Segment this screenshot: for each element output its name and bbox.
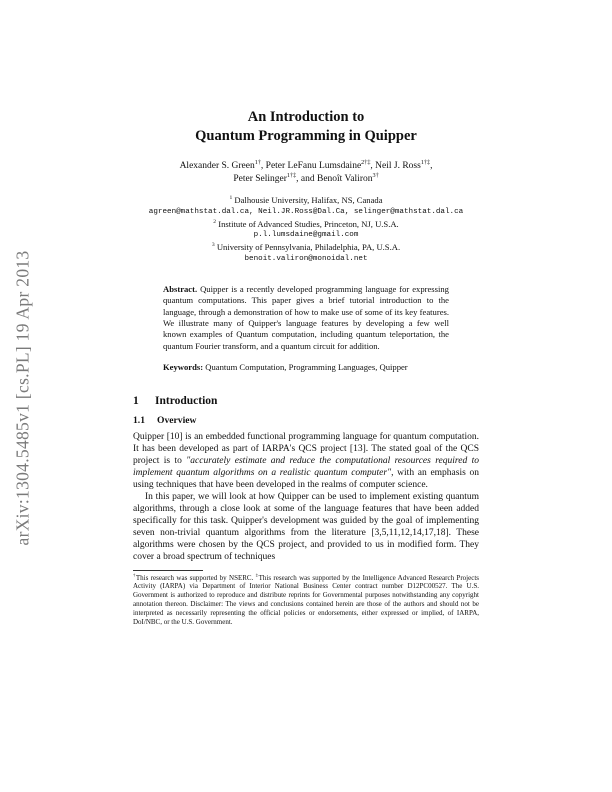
keywords-label: Keywords:: [163, 362, 204, 373]
author-mark: 2†‡: [361, 159, 371, 166]
footnote-mark: †: [133, 572, 136, 578]
keywords-text: Quantum Computation, Programming Languages, Quipper: [205, 362, 408, 373]
affiliation-number: 1: [229, 195, 233, 202]
affiliation-name: University of Pennsylvania, Philadelphia, PA, U.S.A.: [216, 242, 401, 253]
body-text: [133, 431, 479, 563]
affiliation-email: p.l.lumsdaine@gmail.com: [253, 231, 359, 240]
affiliation-1: [133, 195, 479, 207]
section-number: 1: [133, 394, 139, 407]
paragraph-text: , with an emphasis on using techniques that have been developed in the realms of computer science.: [133, 467, 479, 490]
affiliation-name: Dalhousie University, Halifax, NS, Canada: [234, 195, 383, 205]
footnote-divider: [133, 570, 203, 571]
author-name: Alexander S. Green: [179, 161, 255, 171]
author-mark: 1†‡: [420, 159, 431, 166]
affiliation-2: [133, 219, 479, 231]
affiliation-email: agreen@mathstat.dal.ca, Neil.JR.Ross@Dal.Ca, selinger@mathstat.dal.ca: [148, 207, 464, 216]
arxiv-identifier: [8, 215, 38, 580]
author-separator: ,: [430, 161, 433, 171]
affiliation-name: Institute of Advanced Studies, Princeton, NJ, U.S.A.: [218, 218, 399, 229]
paragraph-1: [133, 431, 479, 491]
author-line-2: [133, 173, 479, 186]
footnote-text: This research was supported by NSERC.: [135, 573, 256, 582]
title-line-1: An Introduction to: [247, 109, 365, 125]
author-name: , and Benoît Valiron: [296, 174, 373, 184]
paragraph-2: In this paper, we will look at how Quipper can be used to implement existing quantum algorithms, through a close look at some of the language features that have been added specifically for this task. Quipper's development was guided by the goal of implementing seven non-trivial quantum algorithms from the literature [3,5,11,12,14,17,18]. These algorithms were chosen by the QCS project, and provided to us in modified form. They cover a broad spectrum of techniques: [133, 491, 479, 562]
abstract-text: Quipper is a recently developed programming language for expressing quantum computations. This paper gives a brief tutorial introduction to the language, through a demonstration of how to make use of some of its key features. We illustrate many of Quipper's language features by developing a few well known examples of Quantum computation, including quantum teleportation, the quantum Fourier transform, and a quantum circuit for addition.: [163, 283, 449, 351]
abstract-label: Abstract.: [163, 283, 198, 294]
author-mark: 1†: [254, 159, 261, 166]
footnote-text: This research was supported by the Intelligence Advanced Research Projects Activity (IARPA) via Department of Interior National Business Center contract number D12PC00527. The U.S. Government is authorized to reproduce and distribute reprints for Governmental purposes notwithstanding any copyright annotation thereon. Disclaimer: The views and conclusions contained herein are those of the authors and should not be interpreted as necessarily representing the official policies or endorsements, either expressed or implied, of IARPA, DoI/NBC, or the U.S. Government.: [133, 573, 479, 626]
section-title: Introduction: [155, 394, 218, 407]
paragraph-quote: "accurately estimate and reduce the computational resources required to implement quantum algorithms on a realistic quantum computer": [133, 455, 480, 478]
author-mark: 1†‡: [286, 172, 297, 179]
affiliation-email: benoit.valiron@monoidal.net: [244, 254, 368, 263]
author-name: Peter Selinger: [233, 174, 287, 184]
affiliation-number: 3: [211, 242, 215, 249]
subsection-number: 1.1: [133, 414, 145, 426]
abstract: [163, 284, 449, 352]
keywords: [163, 362, 449, 373]
paper-title: [133, 108, 479, 146]
author-mark: 3†: [372, 172, 379, 179]
paper-page: [133, 108, 479, 626]
title-line-2: Quantum Programming in Quipper: [195, 128, 417, 144]
author-name: , Neil J. Ross: [370, 161, 421, 171]
footnote: [133, 574, 479, 627]
affiliation-3: [133, 242, 479, 254]
section-heading: [133, 394, 479, 408]
affiliation-number: 2: [213, 218, 217, 225]
author-name: , Peter LeFanu Lumsdaine: [260, 161, 362, 171]
subsection-heading: [133, 414, 479, 427]
footnote-mark: ‡: [255, 572, 259, 578]
paragraph-text: Quipper [10] is an embedded functional programming language for quantum computation. It has been developed as part of IARPA's QCS project [13]. The stated goal of the QCS project is to: [133, 431, 479, 466]
arxiv-identifier-text: arXiv:1304.5485v1 [cs.PL] 19 Apr 2013: [12, 250, 33, 545]
author-line-1: [133, 160, 479, 173]
author-list: [133, 160, 479, 186]
subsection-title: Overview: [157, 414, 197, 426]
affiliations: [133, 195, 479, 266]
